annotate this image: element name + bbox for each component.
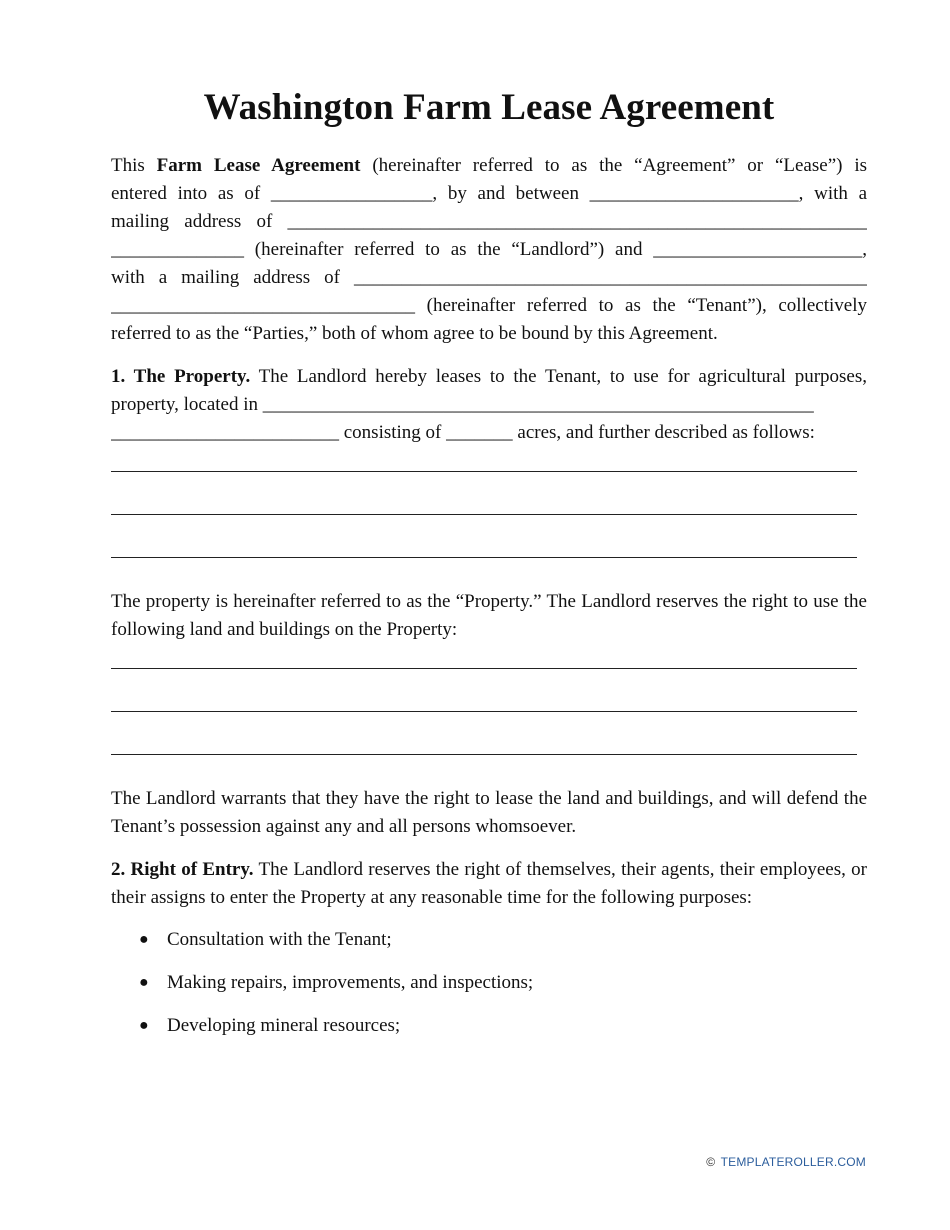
document-page [111,86,867,1055]
section-1-line-2: property, located in __________________________________________________________ [111,394,814,415]
intro-paragraph [111,152,867,348]
section-1-line-1: 1. The Property. The Landlord hereby leases to the Tenant, to use for agricultural purposes, [111,366,867,387]
list-item: ● Developing mineral resources; [111,1012,867,1040]
list-item: ● Consultation with the Tenant; [111,926,867,954]
reserved-land-lines [111,668,867,755]
bullet-icon: ● [139,974,149,991]
intro-line-7: referred to as the “Parties,” both of whom agree to be bound by this Agreement. [111,323,718,344]
blank-line [111,471,857,472]
list-item: ● Making repairs, improvements, and inspections; [111,969,867,997]
intro-line-6: ________________________________ (hereinafter referred to as the “Tenant”), collectively [111,295,867,316]
intro-line-1: This Farm Lease Agreement (hereinafter referred to as the “Agreement” or “Lease”) is [111,155,867,176]
warranty-paragraph: The Landlord warrants that they have the right to lease the land and buildings, and will defend the Tenant’s possession against any and all persons whomsoever. [111,788,867,837]
footer-brand-link[interactable]: TEMPLATEROLLER.COM [720,1155,866,1169]
section-1-heading: 1. The Property. [111,366,251,387]
intro-line-3: mailing address of _____________________________________________________________ [111,211,867,232]
intro-bold-term: Farm Lease Agreement [156,155,361,176]
intro-line-4: ______________ (hereinafter referred to as the “Landlord”) and ______________________, [111,239,867,260]
blank-line [111,514,857,515]
bullet-icon: ● [139,931,149,948]
footer-watermark[interactable] [706,1155,866,1169]
blank-line [111,711,857,712]
intro-line-5: with a mailing address of ______________________________________________________ [111,267,867,288]
intro-line-2: entered into as of _________________, by and between ______________________, with a [111,183,867,204]
blank-line [111,668,857,669]
bullet-icon: ● [139,1017,149,1034]
copyright-symbol: © [706,1155,716,1169]
property-reserved-paragraph: The property is hereinafter referred to as the “Property.” The Landlord reserves the right to use the following land and buildings on the Property: [111,591,867,640]
property-description-lines [111,471,867,558]
entry-purposes-list [111,926,867,1040]
section-2-right-of-entry: 2. Right of Entry. The Landlord reserves the right of themselves, their agents, their employees, or their assigns to enter the Property at any reasonable time for the following purposes: [111,859,867,908]
document-title: Washington Farm Lease Agreement [203,87,775,128]
blank-line [111,754,857,755]
section-2-heading: 2. Right of Entry. [111,859,254,880]
section-1-property [111,363,867,447]
blank-line [111,557,857,558]
section-1-line-3: ________________________ consisting of _______ acres, and further described as follows: [111,422,815,443]
